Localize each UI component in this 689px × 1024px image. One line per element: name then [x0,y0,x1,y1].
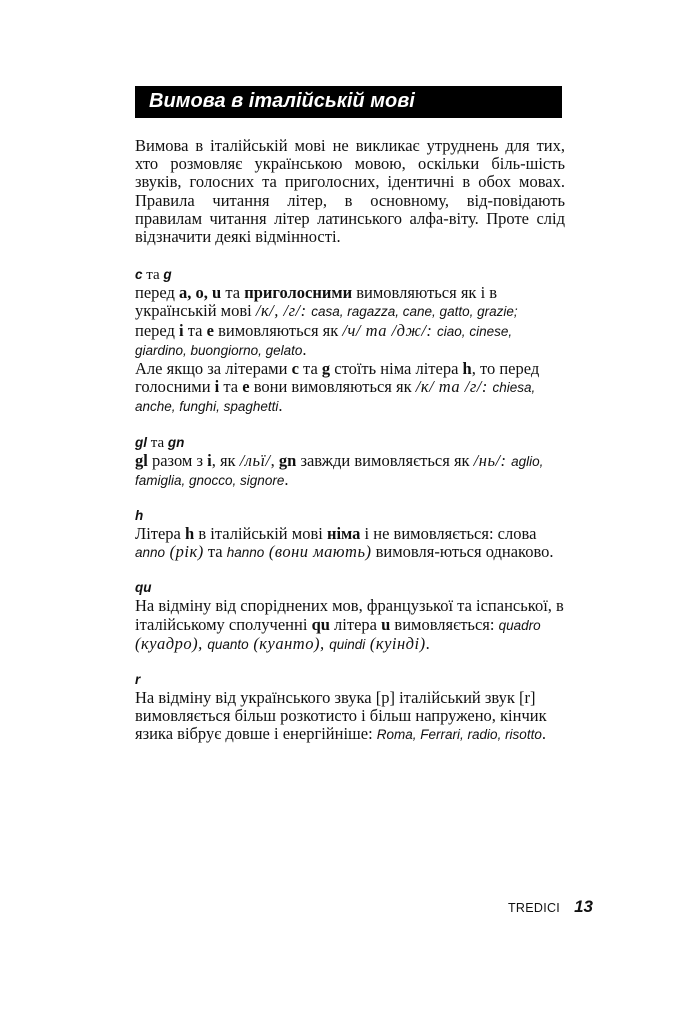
section-qu [135,579,565,654]
section-gl-gn [135,434,565,490]
heading-r: r [135,672,141,688]
rule-c-g-h: Але якщо за літерами c та g стоїть німа літера h, то перед голосними i та e вони вимовляються як /к/ та /г/: chiesa, anche, funghi, spaghetti. [135,359,540,416]
rule-c-g-soft: перед i та e вимовляються як /ч/ та /дж/: ciao, cinese, giardino, buongiorno, gelato. [135,320,513,359]
page-number: 13 [574,897,593,916]
heading-qu: qu [135,580,152,596]
rule-gl-gn: gl разом з i, як /льї/, gn завжди вимовляється як /нь/: aglio, famiglia, gnocco, signore. [135,450,544,489]
rule-r: На відміну від українського звука [р] італійський звук [r] вимовляється більш розкотисто і більш напружено, кінчик язика вібрує довше і енергійніше: Roma, Ferrari, radio, risotto. [135,688,547,744]
section-c-g [135,266,565,416]
section-title-bar [135,86,562,118]
section-h [135,507,565,562]
heading-c-g: c та g [135,267,172,284]
rule-c-g-hard: перед a, o, u та приголосними вимовляються як і в українській мові /к/, /г/: casa, ragazza, cane, gatto, grazie; [135,283,518,321]
rule-h: Літера h в італійській мові німа і не вимовляється: слова anno (рік) та hanno (вони мають) вимовля-ються однаково. [135,524,554,562]
section-title: Вимова в італійській мові [149,90,415,112]
heading-gl-gn: gl та gn [135,434,185,451]
content [135,137,565,745]
page-footer [508,897,593,917]
rule-qu: На відміну від споріднених мов, французької та іспанської, в італійському сполученні qu літера u вимовляється: quadro (куадро), quanto (куанто), quindi (куінді). [135,596,564,653]
intro-paragraph: Вимова в італійській мові не викликає утруднень для тих, хто розмовляє українською мовою, оскільки біль-шість звуків, голосних та приголосних, ідентичні в обох мовах. Правила читання літер, в основному, від-повідають правилам читання літер латинського алфа-віту. Проте слід відзначити деякі відмінності. [135,136,565,247]
section-r [135,671,565,745]
heading-h: h [135,508,144,524]
page-number-word: TREDICI [507,901,561,915]
